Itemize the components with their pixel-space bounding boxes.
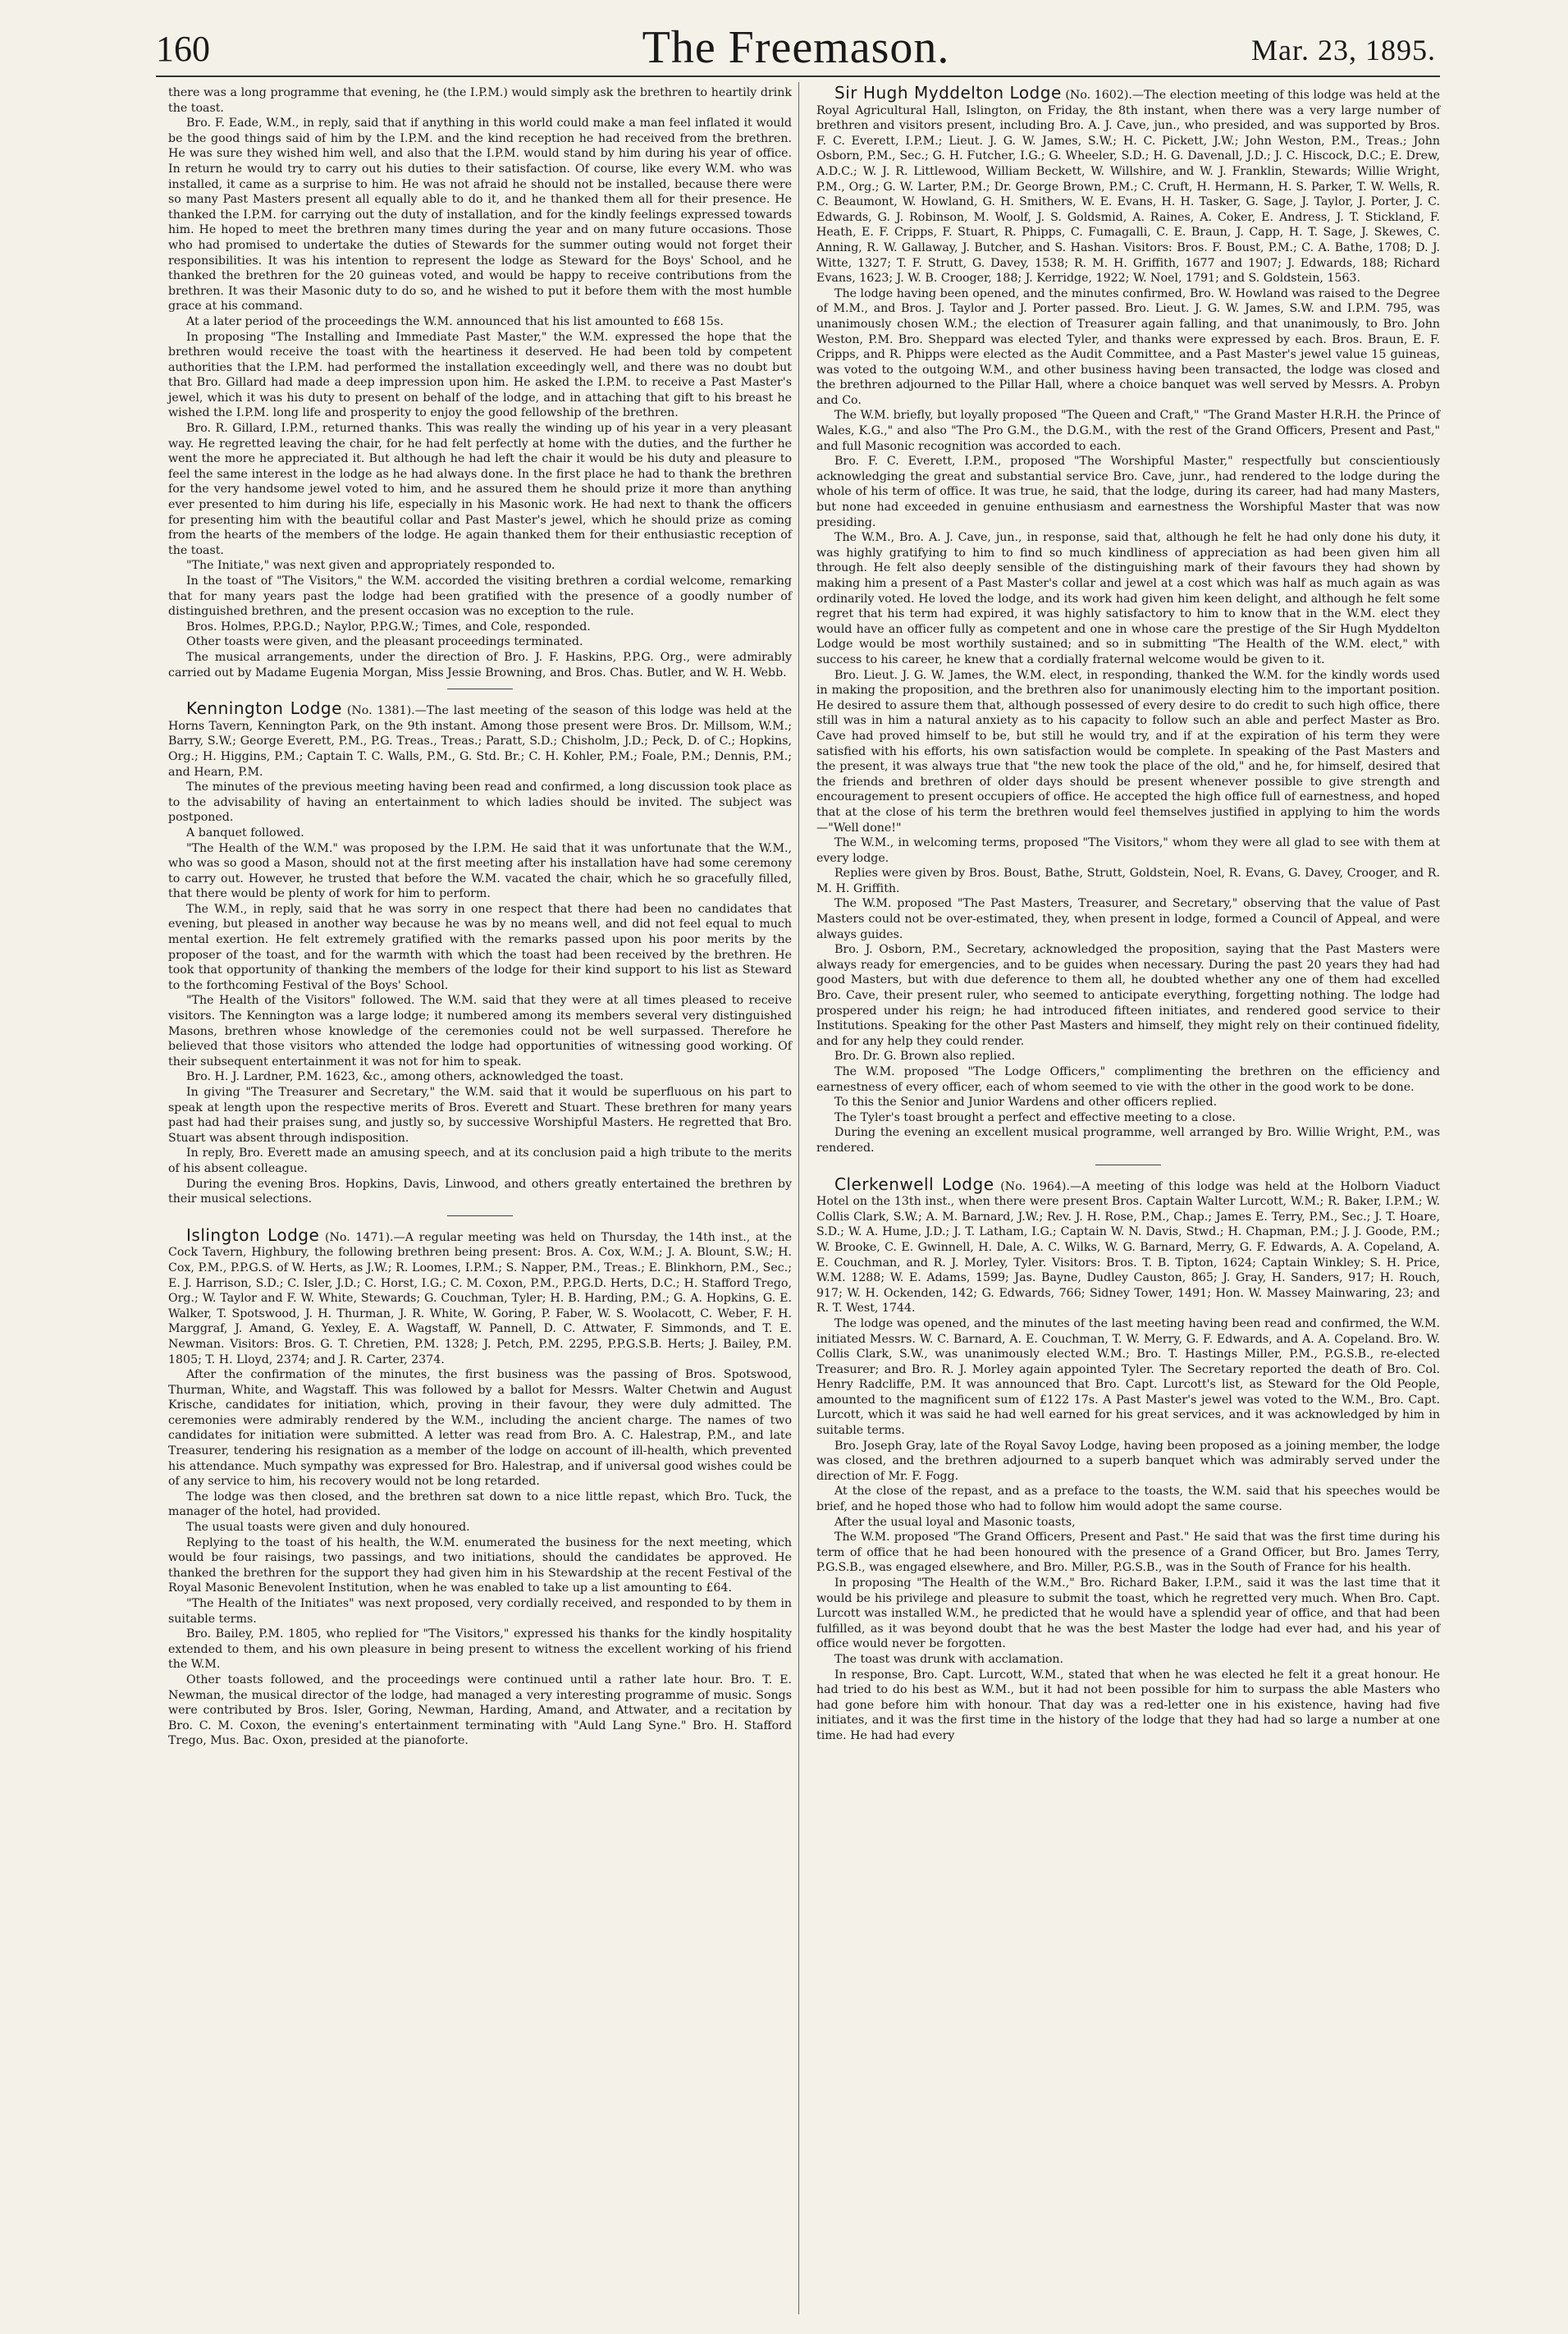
paragraph: there was a long programme that evening, he (the I.P.M.) would simply ask the brethren to heartily drink the toast. bbox=[168, 86, 792, 115]
paragraph: During the evening an excellent musical programme, well arranged by Bro. Willie Wright, P.M., was rendered. bbox=[816, 1126, 1440, 1155]
clerkenwell-lodge-number: (No. 1964). bbox=[1000, 1179, 1070, 1193]
paragraph: Bro. F. Eade, W.M., in reply, said that if anything in this world could make a man feel inflated it would be the good things said of him by the I.P.M. and the kind reception he had received from the brethren. He was sure they wished him well, and also that the I.P.M. would stand by him during his year of office. In return he would try to carry out his duties to their satisfaction. Of course, like every W.M. who was installed, it came as a surprise to him. He was not afraid he should not be installed, because there were so many Past Masters present all equally able to do it, and he thanked them all for their presence. He thanked the I.P.M. for carrying out the duty of installation, and for the kindly feelings expressed towards him. He hoped to meet the brethren many times during the year and on many future occasions. Those who had promised to undertake the duties of Stewards for the summer outing would not forget their responsibilities. It was his intention to represent the lodge as Steward for the Boys' School, and he thanked the brethren for the 20 guineas voted, and would be happy to receive contributions from the brethren. It was their Masonic duty to do so, and he wished to put it before them with the most humble grace at his command. bbox=[168, 117, 792, 313]
paragraph: Replying to the toast of his health, the W.M. enumerated the business for the next meeting, which would be four raisings, two passings, and two initiations, should the candidates be approved. He thanked the brethren for the support they had given him in his Stewardship at the recent Festival of the Royal Masonic Benevolent Institution, when he was enabled to take up a list amounting to £64. bbox=[168, 1535, 792, 1595]
paragraph: Bros. Holmes, P.P.G.D.; Naylor, P.P.G.W.; Times, and Cole, responded. bbox=[186, 620, 591, 634]
paragraph: "The Health of the Initiates" was next proposed, very cordially received, and responded to by them in suitable terms. bbox=[168, 1597, 792, 1626]
paragraph: At the close of the repast, and as a preface to the toasts, the W.M. said that his speeches would be brief, and he hoped those who had to follow him would adopt the same course. bbox=[816, 1485, 1440, 1514]
myddelton-lodge-number: (No. 1602). bbox=[1065, 89, 1132, 102]
paragraph: In proposing "The Health of the W.M.," Bro. Richard Baker, I.P.M., said it was the last time that it would be his privilege and pleasure to submit the toast, which he regretted very much. When Bro. Capt. Lurcott was installed W.M., he predicted that he would have a splendid year of office, and that had been fulfilled, as it was beyond doubt that he was the best Master the lodge had ever had, and his year of office would never be forgotten. bbox=[816, 1577, 1440, 1651]
paragraph: —A regular meeting was held on Thursday, the 14th inst., at the Cock Tavern, Highbury, the following brethren being present: Bros. A. Cox, W.M.; J. A. Blount, S.W.; H. Cox, P.M., P.P.G.S. of W. Herts, as J.W.; R. Loomes, I.P.M.; S. Napper, P.M., Treas.; E. Blinkhorn, P.M., Sec.; E. J. Harrison, S.D.; C. Isler, J.D.; C. Horst, I.G.; C. M. Coxon, P.M., P.P.G.D. Herts, D.C.; H. Stafford Trego, Org.; W. Taylor and F. W. White, Stewards; G. Couchman, Tyler; H. B. Harding, P.M.; G. A. Hopkins, G. E. Walker, T. Spotswood, J. H. Thurman, J. R. White, W. Goring, P. Faber, W. S. Woolacott, C. Weber, F. H. Marggraf, J. Amand, G. Yexley, E. A. Wagstaff, W. Pannell, D. C. Attwater, F. Simmonds, and T. E. Newman. Visitors: Bros. G. T. Chretien, P.M. 1328; J. Petch, P.M. 2295, P.P.G.S.B. Herts; J. Bailey, P.M. 1805; T. H. Lloyd, 2374; and J. R. Carter, 2374. bbox=[168, 1230, 792, 1366]
paragraph: Bro. Dr. G. Brown also replied. bbox=[834, 1050, 1016, 1064]
paragraph: In proposing "The Installing and Immediate Past Master," the W.M. expressed the hope that the brethren would receive the toast with the heartiness it deserved. He had been told by competent authorities that the I.P.M. had performed the installation exceedingly well, and there was no doubt but that Bro. Gillard had made a deep impression upon him. He asked the I.P.M. to receive a Past Master's jewel, which it was his duty to present on behalf of the lodge, and in attaching that gift to his breast he wished the I.P.M. long life and prosperity to enjoy the good fellowship of the brethren. bbox=[168, 330, 792, 420]
paragraph: Replies were given by Bros. Boust, Bathe, Strutt, Goldstein, Noel, R. Evans, G. Davey, Crooger, and R. M. H. Griffith. bbox=[816, 867, 1440, 895]
paragraph: —A meeting of this lodge was held at the Holborn Viaduct Hotel on the 13th inst., when there were present Bros. Captain Walter Lurcott, W.M.; R. Baker, I.P.M.; W. Collis Clark, S.W.; A. M. Barnard, J.W.; Rev. J. H. Rose, P.M., Chap.; James E. Terry, P.M., Sec.; J. T. Hoare, S.D.; W. A. Hume, J.D.; J. T. Latham, I.G.; Captain W. N. Davis, Stwd.; H. Chapman, P.M.; J. J. Goode, P.M.; W. Brooke, C. E. Gwinnell, H. Dale, A. C. Wilks, W. G. Barnard, Merry, G. F. Edwards, A. A. Copeland, A. E. Couchman, and R. J. Morley, Tyler. Visitors: Bros. T. B. Tipton, 1624; Captain Winkley; S. H. Price, W.M. 1288; W. E. Adams, 1599; Jas. Bayne, Dudley Causton, 865; J. Gray, H. Sanders, 917; H. Rouch, 917; W. H. Ockenden, 142; G. Edwards, 766; Sidney Tower, 1491; Hon. W. Massey Mainwaring, 23; and R. T. West, 1744. bbox=[816, 1179, 1440, 1316]
islington-lodge-article bbox=[168, 1224, 792, 1367]
column-divider bbox=[798, 82, 799, 2314]
paragraph: The lodge was opened, and the minutes of the last meeting having been read and confirmed, the W.M. initiated Messrs. W. C. Barnard, A. E. Couchman, T. W. Merry, G. F. Edwards, and A. A. Copeland. Bro. W. Collis Clark, S.W., was unanimously elected W.M.; Bro. T. Hastings Miller, P.M., P.G.S.B., re-elected Treasurer; and Bro. R. J. Morley again appointed Tyler. The Secretary reported the death of Bro. Col. Henry Radcliffe, P.M. It was announced that Bro. Capt. Lurcott's list, as Steward for the Old People, amounted to the magnificent sum of £122 17s. A Past Master's jewel was voted to the W.M., Bro. Capt. Lurcott, which it was said he had well earned for his great services, and it was acknowledged by him in suitable terms. bbox=[816, 1316, 1440, 1438]
clerkenwell-lodge-article bbox=[816, 1174, 1440, 1316]
paragraph: The W.M., Bro. A. J. Cave, jun., in response, said that, although he felt he had only done his duty, it was highly gratifying to him to find so much kindliness of appreciation as had been given him all through. He felt also deeply sensible of the distinguishing mark of their favours they had shown by making him a present of a Past Master's collar and jewel at a cost which was half as much again as was ordinarily voted. He loved the lodge, and its work had given him keen delight, and although he felt some regret that his term had expired, it was highly satisfactory to him to know that in the W.M. elect they would have an officer fully as competent and one in whose care the prestige of the Sir Hugh Myddelton Lodge would be most worthily sustained; and so in submitting "The Health of the W.M. elect," with success to his career, he knew that a cordially fraternal welcome would be given to it. bbox=[816, 531, 1440, 666]
paragraph: Other toasts were given, and the pleasant proceedings terminated. bbox=[186, 635, 583, 649]
myddelton-lodge-heading: Sir Hugh Myddelton Lodge bbox=[834, 83, 1062, 103]
paragraph: Bro. H. J. Lardner, P.M. 1623, &c., among others, acknowledged the toast. bbox=[186, 1070, 624, 1084]
paragraph: The lodge having been opened, and the minutes confirmed, Bro. W. Howland was raised to the Degree of M.M., and Bros. J. Taylor and J. Porter passed. Bro. Lieut. J. G. W. James, S.W. and I.P.M. 795, was unanimously chosen W.M.; the election of Treasurer again falling, and that unanimously, to Bro. John Weston, P.M. Bro. Sheppard was elected Tyler, and thanks were expressed by each. Bros. Braun, E. F. Cripps, and R. Phipps were elected as the Audit Committee, and a Past Master's jewel value 15 guineas, was voted to the outgoing W.M., and other business having been transacted, the lodge was closed and the brethren adjourned to the Pillar Hall, where a choice banquet was well served by Messrs. A. Probyn and Co. bbox=[816, 286, 1440, 407]
paragraph: Bro. J. Osborn, P.M., Secretary, acknowledged the proposition, saying that the Past Masters were always ready for emergencies, and to be guides when necessary. During the past 20 years they had had good Masters, but with due deference to them all, he doubted whether any one of them had excelled Bro. Cave, their present ruler, who seemed to anticipate everything, forgetting nothing. The lodge had prospered under his reign; he had introduced fifteen initiates, and rendered good service to their Institutions. Speaking for the other Past Masters and himself, they might rely on their continued fidelity, and for any help they could render. bbox=[816, 943, 1440, 1048]
paragraph: The musical arrangements, under the direction of Bro. J. F. Haskins, P.P.G. Org., were admirably carried out by Madame Eugenia Morgan, Miss Jessie Browning, and Bros. Chas. Butler, and W. H. Webb. bbox=[168, 650, 792, 680]
paragraph: "The Health of the W.M." was proposed by the I.P.M. He said that it was unfortunate that the W.M., who was so good a Mason, should not at the first meeting after his installation have had some ceremony to carry out. However, he trusted that before the W.M. vacated the chair, which he so gracefully filled, that there would be plenty of work for him to perform. bbox=[168, 841, 792, 901]
paragraph: Bro. Joseph Gray, late of the Royal Savoy Lodge, having been proposed as a joining member, the lodge was closed, and the brethren adjourned to a superb banquet which was admirably served under the direction of Mr. F. Fogg. bbox=[816, 1439, 1440, 1483]
paragraph: In the toast of "The Visitors," the W.M. accorded the visiting brethren a cordial welcome, remarking that for many years past the lodge had been gratified with the presence of a goodly number of distinguished brethren, and the present occasion was no exception to the rule. bbox=[168, 574, 792, 619]
kennington-lodge-heading: Kennington Lodge bbox=[186, 698, 342, 719]
paragraph: The lodge was then closed, and the brethren sat down to a nice little repast, which Bro. Tuck, the manager of the hotel, had provided. bbox=[168, 1490, 792, 1519]
kennington-lodge-article bbox=[168, 698, 792, 780]
paragraph: In reply, Bro. Everett made an amusing speech, and at its conclusion paid a high tribute to the merits of his absent colleague. bbox=[168, 1146, 792, 1175]
section-separator bbox=[447, 1215, 513, 1216]
paragraph: A banquet followed. bbox=[186, 826, 304, 840]
paragraph: The toast was drunk with acclamation. bbox=[834, 1652, 1064, 1666]
paragraph: The Tyler's toast brought a perfect and effective meeting to a close. bbox=[834, 1110, 1236, 1124]
paragraph: The W.M. proposed "The Past Masters, Treasurer, and Secretary," observing that the value of Past Masters could not be over-estimated, they, when present in lodge, formed a Council of Appeal, and were always guides. bbox=[816, 897, 1440, 941]
right-column bbox=[816, 85, 1440, 1744]
paragraph: The W.M. briefly, but loyally proposed "The Queen and Craft," "The Grand Master H.R.H. the Prince of Wales, K.G.," and also "The Pro G.M., the D.G.M., with the rest of the Grand Officers, Present and Past," and full Masonic recognition was accorded to each. bbox=[816, 409, 1440, 453]
paragraph: The W.M., in welcoming terms, proposed "The Visitors," whom they were all glad to see with them at every lodge. bbox=[816, 836, 1440, 865]
paragraph: The minutes of the previous meeting having been read and confirmed, a long discussion took place as to the advisability of having an entertainment to which ladies should be invited. The subject was postponed. bbox=[168, 780, 792, 825]
paragraph: In giving "The Treasurer and Secretary," the W.M. said that it would be superfluous on his part to speak at length upon the respective merits of Bros. Everett and Stuart. These brethren for many years past had had their praises sung, and justly so, by successive Worshipful Masters. He regretted that Bro. Stuart was absent through indisposition. bbox=[168, 1086, 792, 1145]
paragraph: During the evening Bros. Hopkins, Davis, Linwood, and others greatly entertained the brethren by their musical selections. bbox=[168, 1177, 792, 1206]
paragraph: Bro. R. Gillard, I.P.M., returned thanks. This was really the winding up of his year in a very pleasant way. He regretted leaving the chair, for he had felt perfectly at home with the duties, and the further he went the more he appreciated it. But although he had left the chair it would be his duty and pleasure to feel the same interest in the lodge as he had always done. In the first place he had to thank the brethren for the very handsome jewel voted to him, and he assured them he should prize it more than anything ever presented to him during his life, especially in his Masonic work. He had next to thank the officers for presenting him with the beautiful collar and Past Master's jewel, which he should prize as coming from the hearts of the members of the lodge. He again thanked them for their enthusiastic reception of the toast. bbox=[168, 422, 792, 557]
clerkenwell-lodge-heading: Clerkenwell Lodge bbox=[834, 1174, 994, 1194]
paragraph: Bro. F. C. Everett, I.P.M., proposed "The Worshipful Master," respectfully but conscientiously acknowledging the great and substantial service Bro. Cave, junr., had rendered to the lodge during the whole of his term of office. It was true, he said, that the lodge, during its career, had had many Masters, but none had exceeded in genuine enthusiasm and earnestness the Worshipful Master that was now presiding. bbox=[816, 455, 1440, 529]
kennington-lodge-number: (No. 1381). bbox=[346, 704, 415, 718]
islington-lodge-number: (No. 1471). bbox=[324, 1230, 394, 1244]
paragraph: Bro. Bailey, P.M. 1805, who replied for "The Visitors," expressed his thanks for the kindly hospitality extended to them, and his own pleasure in being present to witness the excellent working of his friend the W.M. bbox=[168, 1627, 792, 1672]
islington-lodge-heading: Islington Lodge bbox=[186, 1224, 320, 1245]
paragraph: The usual toasts were given and duly honoured. bbox=[186, 1521, 470, 1535]
paragraph: After the usual loyal and Masonic toasts, bbox=[834, 1515, 1076, 1529]
myddelton-lodge-article bbox=[816, 85, 1440, 286]
paragraph: At a later period of the proceedings the W.M. announced that his list amounted to £68 15s. bbox=[186, 314, 724, 328]
left-column bbox=[168, 85, 792, 1749]
paragraph: Bro. Lieut. J. G. W. James, the W.M. elect, in responding, thanked the W.M. for the kindly words used in making the proposition, and the brethren also for unanimously electing him to the important position. He desired to assure them that, although possessed of every desire to do credit to such high office, there still was in him a natural anxiety as to his capacity to follow such an able and perfect Master as Bro. Cave had proved himself to be, but still he would try, and if at the expiration of his term they were satisfied with his efforts, his own satisfaction would be complete. In speaking of the Past Masters and the present, it was always true that "the new took the place of the old," and he, for himself, desired that the friends and brethren of older days should be present whenever possible to give strength and encouragement to present occupiers of office. He accepted the high office full of earnestness, and hoped that at the close of his term the brethren would feel themselves justified in applying to him the words—"Well done!" bbox=[816, 668, 1440, 835]
paragraph: The W.M., in reply, said that he was sorry in one respect that there had been no candidates that evening, but pleased in another way because he was by no means well, and did not feel equal to much mental exertion. He felt extremely gratified with the remarks passed upon his poor merits by the proposer of the toast, and for the warmth with which the toast had been received by the brethren. He took that opportunity of thanking the members of the lodge for their kind support to his list as Steward to the forthcoming Festival of the Boys' School. bbox=[168, 902, 792, 992]
paragraph: The W.M. proposed "The Lodge Officers," complimenting the brethren on the efficiency and earnestness of every officer, each of whom seemed to vie with the other in the good work to be done. bbox=[816, 1065, 1440, 1094]
paragraph: After the confirmation of the minutes, the first business was the passing of Bros. Spotswood, Thurman, White, and Wagstaff. This was followed by a ballot for Messrs. Walter Chetwin and August Krische, candidates for initiation, which, proving in their favour, they were duly admitted. The ceremonies were admirably rendered by the W.M., including the ancient charge. The names of two candidates for initiation were submitted. A letter was read from Bro. A. C. Halestrap, P.M., and late Treasurer, tendering his resignation as a member of the lodge on account of ill-health, which prevented his attendance. Much sympathy was expressed for Bro. Halestrap, and if universal good wishes could be of any service to him, his recovery would not be long retarded. bbox=[168, 1368, 792, 1489]
masthead bbox=[156, 21, 1436, 79]
paragraph: —The election meeting of this lodge was held at the Royal Agricultural Hall, Islington, on Friday, the 8th instant, when there was a very large number of brethren and visitors present, including Bro. A. J. Cave, jun., who presided, and was supported by Bros. F. C. Everett, I.P.M.; Lieut. J. G. W. James, S.W.; H. C. Pickett, J.W.; John Weston, P.M., Treas.; John Osborn, P.M., Sec.; G. H. Futcher, I.G.; G. Wheeler, S.D.; H. G. Davenall, J.D.; J. C. Hiscock, D.C.; E. Drew, A.D.C.; W. J. R. Littlewood, William Beckett, W. Willshire, and W. J. Franklin, Stewards; Willie Wright, P.M., Org.; G. W. Larter, P.M.; Dr. George Brown, P.M.; C. Cruft, H. Hermann, H. S. Parker, T. W. Wells, R. C. Beaumont, W. Howland, G. H. Smithers, W. E. Evans, H. H. Tasker, G. Sage, J. Taylor, J. Porter, J. C. Edwards, G. J. Robinson, M. Woolf, J. S. Goldsmid, A. Raines, A. Coker, E. Andress, J. T. Stickland, F. Heath, E. F. Cripps, F. Stuart, R. Phipps, C. Fumagalli, C. E. Braun, J. Capp, H. T. Sage, J. Skewes, C. Anning, R. W. Gallaway, J. Butcher, and S. Hashan. Visitors: Bros. F. Boust, P.M.; C. A. Bathe, 1708; D. J. Witte, 1327; T. F. Strutt, G. Davey, 1538; R. M. H. Griffith, 1677 and 1907; J. Edwards, 188; Richard Evans, 1623; J. W. B. Crooger, 188; J. Kerridge, 1922; W. Noel, 1791; and S. Goldstein, 1563. bbox=[816, 89, 1440, 286]
newspaper-title: The Freemason. bbox=[642, 22, 950, 73]
issue-date: Mar. 23, 1895. bbox=[1251, 34, 1436, 66]
paragraph: "The Initiate," was next given and appropriately responded to. bbox=[186, 559, 555, 573]
header-rule bbox=[156, 76, 1440, 77]
paragraph: Other toasts followed, and the proceedings were continued until a rather late hour. Bro. T. E. Newman, the musical director of the lodge, had managed a very interesting programme of music. Songs were contributed by Bros. Isler, Goring, Newman, Harding, Amand, and Attwater, and a recitation by Bro. C. M. Coxon, the evening's entertainment terminating with "Auld Lang Syne." Bro. H. Stafford Trego, Mus. Bac. Oxon, presided at the pianoforte. bbox=[168, 1673, 792, 1748]
paragraph: To this the Senior and Junior Wardens and other officers replied. bbox=[834, 1096, 1218, 1110]
paragraph: The W.M. proposed "The Grand Officers, Present and Past." He said that was the first time during his term of office that he had been honoured with the presence of a Grand Officer, but Bro. James Terry, P.G.S.B., was engaged elsewhere, and Bro. Miller, P.G.S.B., was in the South of France for his health. bbox=[816, 1531, 1440, 1575]
paragraph: In response, Bro. Capt. Lurcott, W.M., stated that when he was elected he felt it a great honour. He had tried to do his best as W.M., but it had not been possible for him to surpass the able Masters who had gone before him with honour. That day was a red-letter one in his existence, having had five initiates, and it was the first time in the history of the lodge that they had had so large a number at one time. He had had every bbox=[816, 1668, 1440, 1742]
paragraph: —The last meeting of the season of this lodge was held at the Horns Tavern, Kennington Park, on the 9th instant. Among those present were Bros. Dr. Millsom, W.M.; Barry, S.W.; George Everett, P.M., P.G. Treas., Treas.; Paratt, S.D.; Chisholm, J.D.; Peck, D. of C.; Hopkins, Org.; H. Higgins, P.M.; Captain T. C. Walls, P.M., G. Std. Br.; C. H. Kohler, P.M.; Foale, P.M.; Dennis, P.M.; and Hearn, P.M. bbox=[168, 704, 792, 779]
paragraph: "The Health of the Visitors" followed. The W.M. said that they were at all times pleased to receive visitors. The Kennington was a large lodge; it numbered among its members several very distinguished Masons, brethren whose knowledge of the ceremonies could not be well surpassed. Therefore he believed that those visitors who attended the lodge had opportunities of witnessing good working. Of their subsequent entertainment it was not for him to speak. bbox=[168, 994, 792, 1069]
page-number: 160 bbox=[156, 29, 210, 69]
